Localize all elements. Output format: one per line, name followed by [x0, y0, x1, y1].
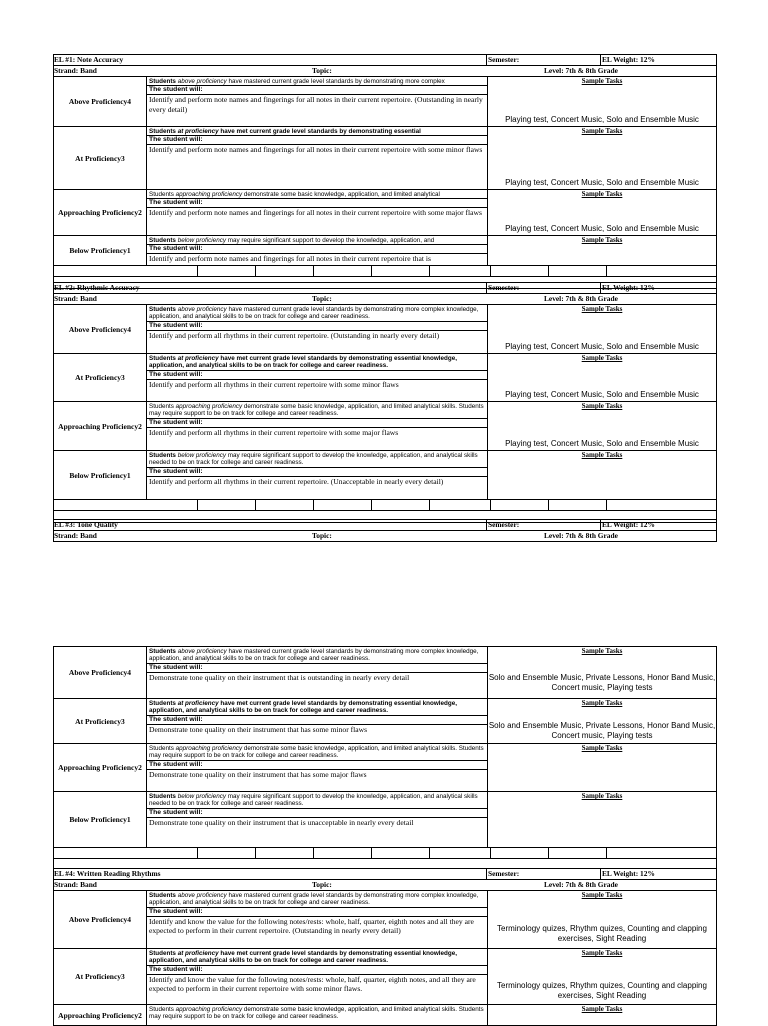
- el2-header-row: [54, 283, 716, 294]
- el1-row-at: At Proficiency3 Students at proficiency have met current grade level standards by demonstrating essential The student will: Identify and perform note names and fingerings for all notes in their current repertoire with some minor flaws Sample Tasks Playing test, Concert Music, Solo and Ensemble Music: [54, 127, 716, 190]
- el1-appr-tasks: Playing test, Concert Music, Solo and Ensemble Music: [505, 224, 699, 233]
- student-will-label: The student will:: [147, 136, 487, 145]
- el2-strand-row: [54, 294, 716, 305]
- level-label-approaching: Approaching Proficiency2: [54, 744, 147, 791]
- el3-at-desc: Demonstrate tone quality on their instrument that has some minor flaws: [149, 724, 368, 734]
- sample-tasks-heading: Sample Tasks: [581, 236, 623, 244]
- level-label: Level: 7th & 8th Grade: [544, 880, 618, 889]
- level-label-above: Above Proficiency4: [54, 77, 147, 126]
- el3-at-tasks: Solo and Ensemble Music, Private Lessons, Honor Band Music, Concert music, Playing tests: [488, 721, 716, 740]
- level-label-at: At Proficiency3: [54, 127, 147, 189]
- topic-label: Topic:: [312, 66, 332, 75]
- el1-title: EL #1: Note Accuracy: [54, 55, 124, 64]
- el4-at-tasks: Terminology quizes, Rhythm quizes, Counting and clapping exercises, Sight Reading: [497, 981, 707, 1000]
- semester-label: Semester:: [488, 869, 520, 878]
- el3-row-approaching: Approaching Proficiency2 Students approaching proficiency demonstrate some basic knowledge, application, and limited analytical skills. Students may require support to be on track for college and career readiness. The student will: Demonstrate tone quality on their instrument that has some major flaws Sample Tasks: [54, 744, 716, 792]
- level-label-at: At Proficiency3: [54, 949, 147, 1004]
- el4-at-desc: Identify and know the value for the following notes/rests: whole, half, quarter, eighth notes, and all they are expected to perform in their current repertoire with some minor flaws.: [149, 974, 476, 994]
- level-label: Level: 7th & 8th Grade: [544, 531, 618, 540]
- el1-row-approaching: Approaching Proficiency2 Students approaching proficiency demonstrate some basic knowledge, application, and limited analytical The student will: Identify and perform note names and fingerings for all notes in their current repertoire with some major flaws Sample Tasks Playing test, Concert Music, Solo and Ensemble Music: [54, 190, 716, 236]
- el1-row-above: Above Proficiency4 Students above proficiency have mastered current grade level standards by demonstrating more complex The student will: Identify and perform note names and fingerings for all notes in their current repertoire. (Outstanding in nearly every detail) Sample Tasks Playing test, Concert Music, Solo and Ensemble Music: [54, 77, 716, 127]
- el3-strand-row: [54, 531, 716, 541]
- el1-at-desc: Identify and perform note names and fingerings for all notes in their current repertoire with some minor flaws: [149, 145, 483, 154]
- el2-at-tasks: Playing test, Concert Music, Solo and Ensemble Music: [505, 390, 699, 399]
- student-will-label: The student will:: [147, 419, 487, 428]
- topic-label: Topic:: [312, 531, 332, 540]
- el2-above-desc: Identify and perform all rhythms in their current repertoire. (Outstanding in nearly every detail): [149, 330, 440, 340]
- student-will-label: The student will:: [147, 86, 487, 95]
- el2-title: EL #2: Rhythmic Accuracy: [54, 283, 140, 292]
- student-will-label: The student will:: [147, 322, 487, 331]
- level-label-above: Above Proficiency4: [54, 647, 147, 698]
- strand-label: Strand: Band: [54, 531, 97, 540]
- student-will-label: The student will:: [147, 245, 487, 254]
- el3-table: [53, 646, 717, 1026]
- strand-label: Strand: Band: [54, 66, 97, 75]
- el3-empty-grid: [54, 848, 716, 859]
- el1-appr-desc: Identify and perform note names and fingerings for all notes in their current repertoire with some major flaws: [149, 208, 482, 217]
- el1-section: [53, 54, 717, 289]
- sample-tasks-heading: Sample Tasks: [581, 1005, 623, 1013]
- strand-label: Strand: Band: [54, 294, 97, 303]
- el2-table: [53, 282, 717, 523]
- level-label-above: Above Proficiency4: [54, 305, 147, 353]
- strand-label: Strand: Band: [54, 880, 97, 889]
- el2-section: [53, 282, 717, 523]
- el1-strand-row: [54, 66, 716, 77]
- el3-row-at: At Proficiency3 Students at proficiency have met current grade level standards by demonstrating essential knowledge, application, and analytical skills to be on track for college and career readiness. The student will: Demonstrate tone quality on their instrument that has some minor flaws Sample Tasks Solo and Ensemble Music, Private Lessons, Honor Band Music, Concert music, Playing tests: [54, 699, 716, 744]
- el4-strand-row: [54, 880, 716, 891]
- el1-below-desc: Identify and perform note names and fingerings for all notes in their current repertoire that is: [149, 254, 431, 263]
- sample-tasks-heading: Sample Tasks: [581, 451, 623, 459]
- level-label-at: At Proficiency3: [54, 354, 147, 401]
- topic-label: Topic:: [312, 294, 332, 303]
- el3-above-desc: Demonstrate tone quality on their instrument that is outstanding in nearly every detail: [149, 672, 410, 682]
- el3-appr-desc: Demonstrate tone quality on their instrument that has some major flaws: [149, 769, 367, 779]
- el3-above-tasks: Solo and Ensemble Music, Private Lessons, Honor Band Music, Concert music, Playing tests: [488, 673, 716, 692]
- sample-tasks-heading: Sample Tasks: [581, 949, 623, 957]
- sample-tasks-heading: Sample Tasks: [581, 402, 623, 410]
- student-will-label: The student will:: [147, 908, 487, 917]
- weight-label: EL Weight: 12%: [602, 283, 655, 292]
- el3-section: [53, 646, 717, 1026]
- sample-tasks-heading: Sample Tasks: [581, 891, 623, 899]
- el2-appr-desc: Identify and perform all rhythms in their current repertoire with some major flaws: [149, 427, 399, 437]
- sample-tasks-heading: Sample Tasks: [581, 127, 623, 135]
- sample-tasks-heading: Sample Tasks: [581, 77, 623, 85]
- sample-tasks-heading: Sample Tasks: [581, 699, 623, 707]
- student-will-label: The student will:: [147, 809, 487, 818]
- el1-header-row: [54, 55, 716, 66]
- el1-at-tasks: Playing test, Concert Music, Solo and Ensemble Music: [505, 178, 699, 187]
- sample-tasks-heading: Sample Tasks: [581, 744, 623, 752]
- student-will-label: The student will:: [147, 966, 487, 975]
- el4-row-at: At Proficiency3 Students at proficiency have met current grade level standards by demonstrating essential knowledge, application, and analytical skills to be on track for college and career readiness. The student will: Identify and know the value for the following notes/rests: whole, half, quarter, eighth notes, and all they are expected to perform in their current repertoire with some minor flaws. Sample Tasks Terminology quizes, Rhythm quizes, Counting and clapping exercises, Sight Reading: [54, 949, 716, 1005]
- level-label-approaching: Approaching Proficiency2: [54, 402, 147, 450]
- el1-row-below: Below Proficiency1 Students below proficiency may require significant support to develop the knowledge, application, and The student will: Identify and perform note names and fingerings for all notes in their current repertoire that is Sample Tasks: [54, 236, 716, 266]
- el1-above-tasks: Playing test, Concert Music, Solo and Ensemble Music: [505, 115, 699, 124]
- weight-label: EL Weight: 12%: [602, 520, 655, 529]
- sample-tasks-heading: Sample Tasks: [581, 305, 623, 313]
- el3-title: EL #3: Tone Quality: [54, 520, 118, 529]
- level-label-below: Below Proficiency1: [54, 236, 147, 265]
- el4-row-approaching: Approaching Proficiency2 Students approaching proficiency demonstrate some basic knowledge, application, and limited analytical skills. Students may require support to be on track for college and career readiness. Sample Tasks: [54, 1005, 716, 1025]
- sample-tasks-heading: Sample Tasks: [581, 354, 623, 362]
- el1-table: [53, 54, 717, 289]
- el3-row-above: Above Proficiency4 Students above proficiency have mastered current grade level standards by demonstrating more complex knowledge, application, and analytical skills to be on track for college and career readiness. The student will: Demonstrate tone quality on their instrument that is outstanding in nearly every detail Sample Tasks Solo and Ensemble Music, Private Lessons, Honor Band Music, Concert music, Playing tests: [54, 647, 716, 699]
- el2-row-at: At Proficiency3 Students at proficiency have met current grade level standards by demonstrating essential knowledge, application, and analytical skills to be on track for college and career readiness. The student will: Identify and perform all rhythms in their current repertoire with some minor flaws Sample Tasks Playing test, Concert Music, Solo and Ensemble Music: [54, 354, 716, 402]
- el2-at-desc: Identify and perform all rhythms in their current repertoire with some minor flaws: [149, 379, 399, 389]
- level-label-approaching: Approaching Proficiency2: [54, 1005, 147, 1025]
- el1-empty-grid: [54, 266, 716, 277]
- el4-header-row: [54, 869, 716, 880]
- el4-above-tasks: Terminology quizes, Rhythm quizes, Counting and clapping exercises, Sight Reading: [497, 924, 707, 943]
- sample-tasks-heading: Sample Tasks: [581, 792, 623, 800]
- student-will-label: The student will:: [147, 199, 487, 208]
- el4-title: EL #4: Written Reading Rhythms: [54, 869, 161, 878]
- student-will-label: The student will:: [147, 716, 487, 725]
- student-will-label: The student will:: [147, 371, 487, 380]
- student-will-label: The student will:: [147, 664, 487, 673]
- el4-above-desc: Identify and know the value for the following notes/rests: whole, half, quarter, eighth notes and all they are expected to perform in their current repertoire. (Outstanding in nearly every detail): [149, 916, 474, 936]
- sample-tasks-heading: Sample Tasks: [581, 190, 623, 198]
- level-label-above: Above Proficiency4: [54, 891, 147, 948]
- student-will-label: The student will:: [147, 761, 487, 770]
- el2-empty-grid: [54, 500, 716, 511]
- el2-below-desc: Identify and perform all rhythms in their current repertoire. (Unacceptable in nearly every detail): [149, 476, 444, 486]
- el2-appr-tasks: Playing test, Concert Music, Solo and Ensemble Music: [505, 439, 699, 448]
- level-label: Level: 7th & 8th Grade: [544, 66, 618, 75]
- student-will-label: The student will:: [147, 468, 487, 477]
- level-label-approaching: Approaching Proficiency2: [54, 190, 147, 235]
- el2-row-above: Above Proficiency4 Students above proficiency have mastered current grade level standards by demonstrating more complex knowledge, application, and analytical skills to be on track for college and career readiness. The student will: Identify and perform all rhythms in their current repertoire. (Outstanding in nearly every detail) Sample Tasks Playing test, Concert Music, Solo and Ensemble Music: [54, 305, 716, 354]
- el2-row-approaching: Approaching Proficiency2 Students approaching proficiency demonstrate some basic knowledge, application, and limited analytical skills. Students may require support to be on track for college and career readiness. The student will: Identify and perform all rhythms in their current repertoire with some major flaws Sample Tasks Playing test, Concert Music, Solo and Ensemble Music: [54, 402, 716, 451]
- el3-blank-row: [54, 859, 716, 869]
- level-label-below: Below Proficiency1: [54, 451, 147, 499]
- el3-row-below: Below Proficiency1 Students below proficiency may require significant support to develop the knowledge, application, and analytical skills needed to be on track for college and career readiness. The student will: Demonstrate tone quality on their instrument that is unacceptable in nearly every detail Sample Tasks: [54, 792, 716, 848]
- semester-label: Semester:: [488, 520, 520, 529]
- level-label-below: Below Proficiency1: [54, 792, 147, 847]
- el4-row-above: Above Proficiency4 Students above proficiency have mastered current grade level standards by demonstrating more complex knowledge, application, and analytical skills to be on track for college and career readiness. The student will: Identify and know the value for the following notes/rests: whole, half, quarter, eighth notes and all they are expected to perform in their current repertoire. (Outstanding in nearly every detail) Sample Tasks Terminology quizes, Rhythm quizes, Counting and clapping exercises, Sight Reading: [54, 891, 716, 949]
- el3-header-row: [54, 520, 716, 531]
- sample-tasks-heading: Sample Tasks: [581, 647, 623, 655]
- weight-label: EL Weight: 12%: [602, 869, 655, 878]
- el3-below-desc: Demonstrate tone quality on their instrument that is unacceptable in nearly every detail: [149, 817, 414, 827]
- weight-label: EL Weight: 12%: [602, 55, 655, 64]
- semester-label: Semester:: [488, 55, 520, 64]
- topic-label: Topic:: [312, 880, 332, 889]
- el1-above-desc: Identify and perform note names and fingerings for all notes in their current repertoire. (Outstanding in nearly every detail): [149, 95, 483, 114]
- semester-label: Semester:: [488, 283, 520, 292]
- el3-header: [53, 519, 717, 542]
- el2-above-tasks: Playing test, Concert Music, Solo and Ensemble Music: [505, 342, 699, 351]
- level-label-at: At Proficiency3: [54, 699, 147, 743]
- level-label: Level: 7th & 8th Grade: [544, 294, 618, 303]
- el2-row-below: Below Proficiency1 Students below proficiency may require significant support to develop the knowledge, application, and analytical skills needed to be on track for college and career readiness. The student will: Identify and perform all rhythms in their current repertoire. (Unacceptable in nearly every detail) Sample Tasks: [54, 451, 716, 500]
